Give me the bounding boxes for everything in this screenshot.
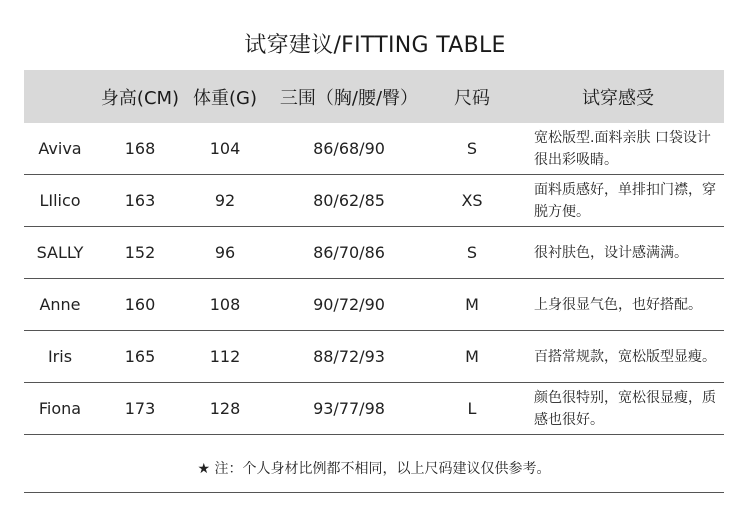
cell-height: 163	[124, 191, 156, 210]
table-row	[24, 123, 724, 175]
cell-height: 165	[124, 347, 156, 366]
cell-name: Iris	[47, 347, 73, 366]
cell-feedback: 上身很显气色，也好搭配。	[534, 296, 702, 313]
cell-measurements: 86/70/86	[313, 243, 385, 262]
cell-size: XS	[461, 191, 483, 210]
header-feedback: 试穿感受	[582, 87, 654, 109]
cell-name: LIlico	[39, 191, 81, 210]
cell-measurements: 88/72/93	[313, 347, 385, 366]
footnote: ★ 注：个人身材比例都不相同，以上尺码建议仅供参考。	[24, 443, 724, 493]
page-title: 试穿建议/FITTING TABLE	[244, 33, 506, 58]
cell-name: Aviva	[38, 139, 82, 158]
cell-measurements: 86/68/90	[313, 139, 385, 158]
cell-name: SALLY	[36, 243, 84, 262]
cell-size: S	[466, 243, 478, 262]
header-weight: 体重(G)	[193, 87, 257, 109]
cell-name: Anne	[39, 295, 81, 314]
table-row	[24, 383, 724, 435]
table-header	[24, 70, 724, 123]
cell-height: 152	[124, 243, 156, 262]
table-row	[24, 279, 724, 331]
cell-height: 168	[124, 139, 156, 158]
cell-feedback: 很衬肤色，设计感满满。	[534, 244, 688, 261]
cell-weight: 108	[209, 295, 241, 314]
cell-feedback: 面料质感好，单排扣门襟，穿脱方便。	[534, 181, 716, 220]
cell-size: M	[465, 347, 479, 366]
cell-height: 173	[124, 399, 156, 418]
cell-weight: 92	[214, 191, 236, 210]
header-size: 尺码	[454, 87, 490, 109]
cell-feedback: 宽松版型.面料亲肤 口袋设计很出彩吸睛。	[534, 129, 711, 168]
cell-measurements: 80/62/85	[313, 191, 385, 210]
cell-size: M	[465, 295, 479, 314]
table-row	[24, 227, 724, 279]
header-height: 身高(CM)	[100, 87, 180, 109]
cell-weight: 128	[209, 399, 241, 418]
table-row	[24, 175, 724, 227]
header-measurements: 三围（胸/腰/臀）	[279, 87, 419, 109]
fitting-table	[24, 70, 724, 435]
cell-measurements: 90/72/90	[313, 295, 385, 314]
cell-weight: 96	[214, 243, 236, 262]
cell-measurements: 93/77/98	[313, 399, 385, 418]
table-row	[24, 331, 724, 383]
cell-size: S	[466, 139, 478, 158]
cell-name: Fiona	[38, 399, 82, 418]
cell-feedback: 颜色很特别，宽松很显瘦，质感也很好。	[534, 389, 716, 428]
cell-size: L	[467, 399, 477, 418]
cell-feedback: 百搭常规款，宽松版型显瘦。	[534, 348, 716, 365]
cell-weight: 112	[209, 347, 241, 366]
cell-weight: 104	[209, 139, 241, 158]
cell-height: 160	[124, 295, 156, 314]
